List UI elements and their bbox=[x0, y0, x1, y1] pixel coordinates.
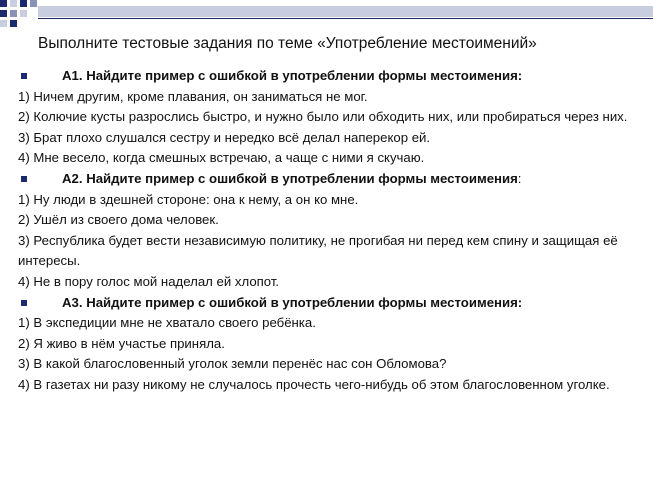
answer-option: 3) Брат плохо слушался сестру и нередко всё делал наперекор ей. bbox=[18, 129, 431, 145]
deco-square bbox=[0, 0, 7, 7]
bullet-icon bbox=[21, 73, 27, 79]
corner-decoration bbox=[0, 0, 653, 40]
question-prompt: Найдите пример с ошибкой в употреблении формы местоимения: bbox=[86, 294, 523, 310]
deco-square bbox=[10, 20, 17, 27]
questions-list bbox=[18, 66, 638, 396]
answer-option: 3) В какой благословенный уголок земли перенёс нас сон Обломова? bbox=[18, 356, 447, 372]
answer-option: 4) Не в пору голос мой наделал ей хлопот. bbox=[18, 273, 280, 289]
question-header bbox=[18, 293, 638, 314]
question-number: А1. bbox=[62, 68, 83, 83]
answer-option: 1) Ну люди в здешней стороне: она к нему, а он ко мне. bbox=[18, 191, 359, 207]
deco-square bbox=[10, 0, 17, 7]
bullet-icon bbox=[21, 300, 27, 306]
question-number: А3. bbox=[62, 294, 83, 310]
bullet-icon bbox=[21, 176, 27, 182]
deco-square bbox=[0, 10, 7, 17]
deco-square bbox=[0, 20, 7, 27]
slide-title: Выполните тестовые задания по теме «Употребление местоимений» bbox=[38, 35, 537, 52]
answer-option: 2) Колючие кусты разрослись быстро, и нужно было или обходить них, или пробираться через них. bbox=[18, 109, 628, 125]
question-prompt: Найдите пример с ошибкой в употреблении формы местоимения bbox=[86, 170, 518, 186]
answer-option: 4) В газетах ни разу никому не случалось прочесть чего-нибудь об этом благословенном уголке. bbox=[18, 376, 610, 392]
deco-square bbox=[30, 0, 37, 7]
deco-square bbox=[10, 10, 17, 17]
answer-option: 4) Мне весело, когда смешных встречаю, а чаще с ними я скучаю. bbox=[18, 150, 425, 166]
answer-option: 1) В экспедиции мне не хватало своего ребёнка. bbox=[18, 315, 316, 331]
deco-square bbox=[20, 10, 27, 17]
answer-option: 3) Республика будет вести независимую политику, не прогибая ни перед кем спину и защищая её интересы. bbox=[18, 232, 618, 269]
question-prompt-colon: : bbox=[517, 170, 522, 186]
question-header bbox=[18, 66, 638, 87]
question-prompt: Найдите пример с ошибкой в употреблении формы местоимения: bbox=[86, 68, 523, 83]
deco-square bbox=[20, 0, 27, 7]
question-header bbox=[18, 169, 638, 190]
answer-option: 1) Ничем другим, кроме плавания, он заниматься не мог. bbox=[18, 88, 368, 104]
deco-bar bbox=[38, 6, 653, 17]
answer-option: 2) Ушёл из своего дома человек. bbox=[18, 212, 219, 228]
question-number: А2. bbox=[62, 170, 83, 186]
answer-option: 2) Я живо в нём участье приняла. bbox=[18, 335, 225, 351]
